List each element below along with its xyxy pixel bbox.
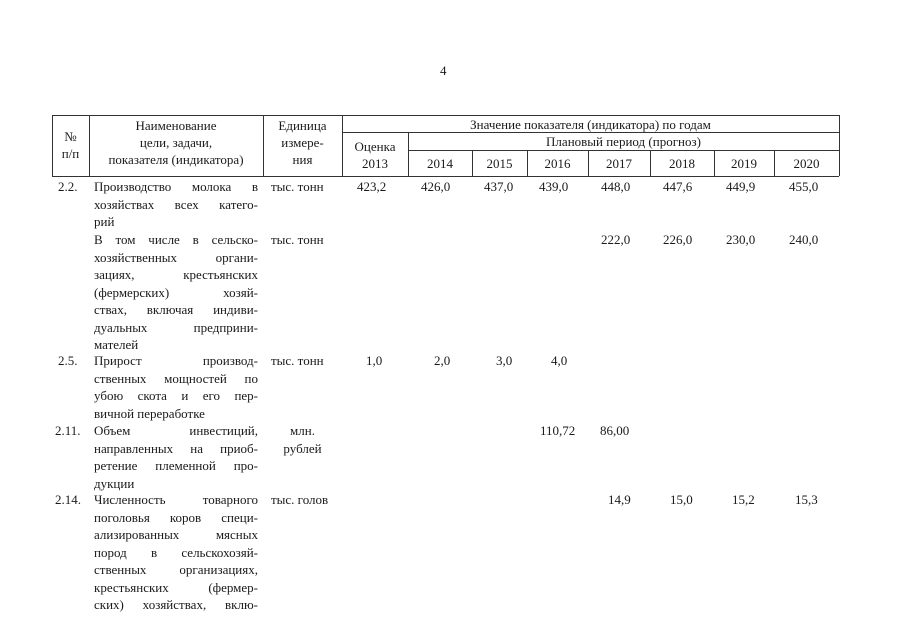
row-unit-line-1: млн.	[290, 423, 315, 438]
row-number: 2.14.	[55, 492, 81, 507]
row-name-line: ализированных мясных	[94, 527, 258, 542]
row-unit: тыс. тонн	[271, 353, 324, 368]
header-values-title: Значение показателя (индикатора) по годам	[470, 117, 711, 132]
row-name-line: крестьянских (фермер-	[94, 579, 258, 595]
header-year-2015: 2015	[486, 156, 513, 171]
value-2018: 447,6	[663, 179, 693, 194]
row-unit: тыс. голов	[271, 492, 329, 507]
row-name-line: ственных мощностей по	[94, 370, 258, 386]
value-2013: 1,0	[366, 353, 383, 368]
row-name-line: дуальных предприни-	[94, 319, 258, 335]
header-name-line-3: показателя (индикатора)	[108, 152, 244, 167]
page-number: 4	[440, 63, 447, 78]
row-name-line: убою скота и его пер-	[94, 388, 258, 403]
row-unit-line-2: рублей	[283, 440, 322, 456]
value-2020: 455,0	[789, 179, 819, 194]
row-name-line: хозяйственных органи-	[94, 249, 258, 265]
row-name-line: пород в сельскохозяй-	[94, 544, 258, 560]
row-name-line: вичной переработке	[94, 405, 205, 421]
header-unit-line-2: измере-	[281, 135, 324, 150]
header-year-2020: 2020	[793, 156, 820, 171]
row-name-line: ских) хозяйствах, вклю-	[94, 597, 258, 612]
header-unit-line-3: ния	[292, 152, 313, 167]
header-planned-title: Плановый период (прогноз)	[546, 134, 701, 149]
row-unit: тыс. тонн	[271, 179, 324, 194]
row-name-line: дукции	[94, 475, 135, 491]
value-2015: 3,0	[496, 353, 513, 368]
header-name-line-1: Наименование	[135, 118, 217, 133]
value-2017: 86,00	[600, 423, 630, 438]
row-name-line: рий	[94, 214, 115, 229]
row-unit: тыс. тонн	[271, 232, 324, 247]
row-name-line: (фермерских) хозяй-	[94, 284, 258, 300]
row-name-line: Производство молока в	[94, 179, 258, 194]
header-number-label: №	[64, 129, 77, 144]
value-2019: 449,9	[726, 179, 756, 194]
header-name-line-2: цели, задачи,	[139, 135, 213, 150]
header-year-2019: 2019	[731, 156, 757, 171]
row-name-line: ствах, включая индиви-	[94, 302, 258, 317]
row-name-line: ственных организациях,	[94, 562, 258, 577]
value-2019: 15,2	[732, 492, 755, 507]
row-number: 2.2.	[58, 179, 78, 194]
value-2020: 240,0	[789, 232, 819, 247]
row-name-line: поголовья коров специ-	[94, 509, 258, 525]
row-name-line: ретение племенной про-	[94, 458, 258, 473]
row-name-line: Прирост производ-	[94, 353, 258, 368]
header-year-2014: 2014	[427, 156, 453, 171]
value-2014: 426,0	[421, 179, 451, 194]
value-2016: 439,0	[539, 179, 569, 194]
value-2018: 15,0	[670, 492, 693, 507]
value-2019: 230,0	[726, 232, 756, 247]
row-name-line: Численность товарного	[94, 492, 258, 507]
value-2016: 4,0	[551, 353, 568, 368]
row-name-line: направленных на приоб-	[94, 440, 258, 456]
value-2013: 423,2	[357, 179, 387, 194]
row-name-line: В том числе в сельско-	[94, 232, 258, 247]
value-2020: 15,3	[795, 492, 818, 507]
value-2018: 226,0	[663, 232, 693, 247]
row-name-line: хозяйствах всех катего-	[94, 196, 258, 212]
row-name-line: зациях, крестьянских	[94, 267, 258, 282]
row-name-line: Объем инвестиций,	[94, 423, 258, 438]
value-2016: 110,72	[540, 423, 576, 438]
header-year-2016: 2016	[544, 156, 571, 171]
header-unit-line-1: Единица	[278, 118, 327, 133]
row-number: 2.11.	[55, 423, 81, 438]
value-2017: 14,9	[608, 492, 631, 507]
header-year-2017: 2017	[606, 156, 632, 171]
row-name-line: мателей	[94, 337, 139, 352]
value-2015: 437,0	[484, 179, 514, 194]
header-year-2018: 2018	[669, 156, 695, 171]
row-number: 2.5.	[58, 353, 78, 368]
value-2017: 448,0	[601, 179, 631, 194]
header-estimate-label: Оценка	[354, 139, 396, 154]
value-2014: 2,0	[434, 353, 451, 368]
header-number-label-2: п/п	[61, 146, 80, 161]
header-estimate-year: 2013	[362, 156, 388, 171]
value-2017: 222,0	[601, 232, 631, 247]
